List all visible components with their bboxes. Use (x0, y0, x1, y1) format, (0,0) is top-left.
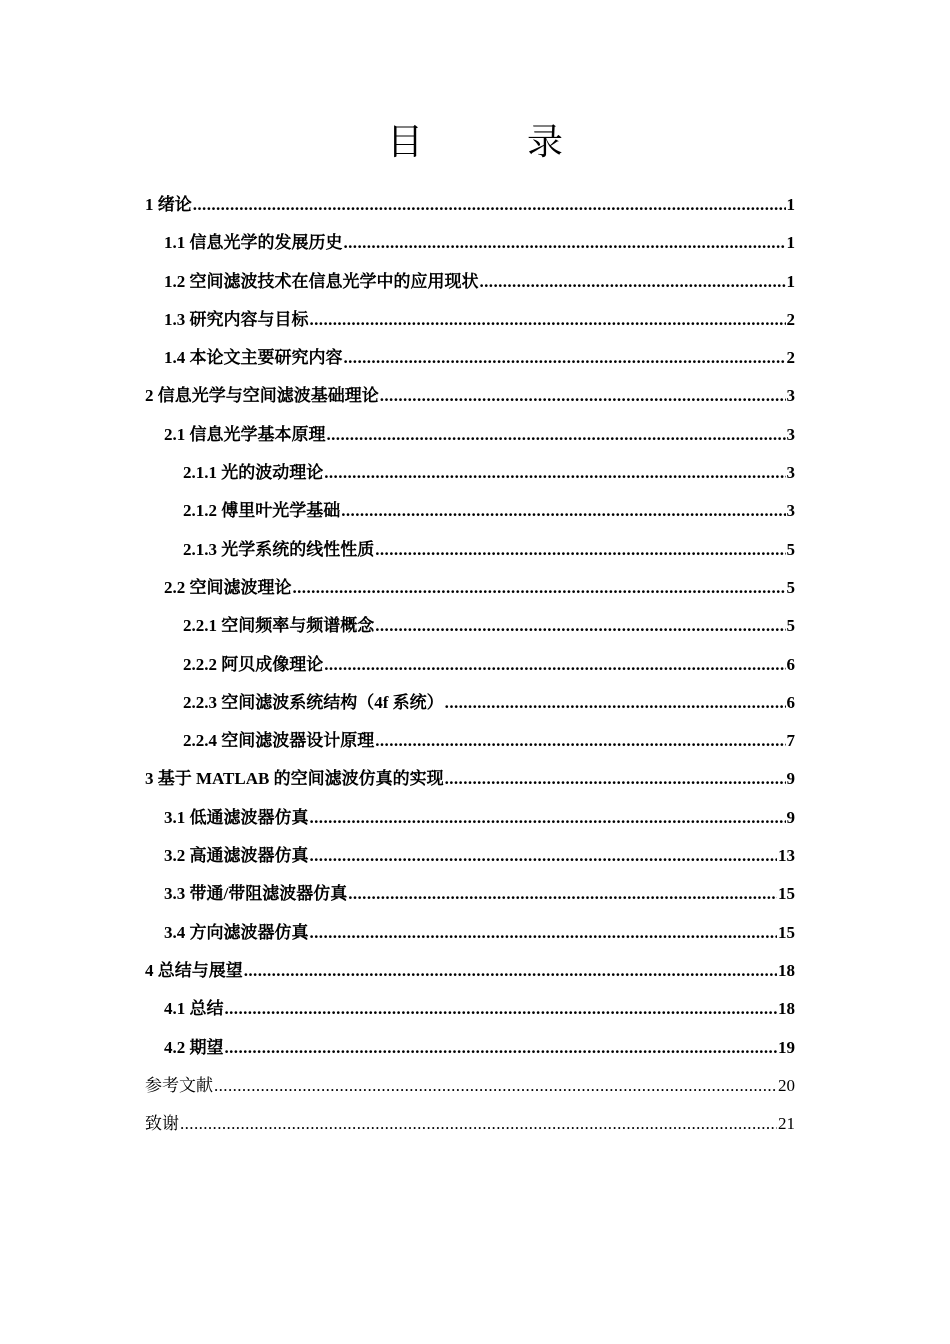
toc-entry[interactable] (145, 263, 795, 301)
dot-leader (344, 224, 786, 262)
toc-entry[interactable] (145, 646, 795, 684)
toc-entry-label: 3.1 低通滤波器仿真 (164, 807, 309, 827)
toc-entry-page: 1 (786, 233, 795, 253)
toc-entry-page: 19 (778, 1037, 795, 1057)
dot-leader (180, 1105, 777, 1143)
toc-entry[interactable] (145, 416, 795, 454)
dot-leader (225, 1029, 778, 1067)
toc-entry[interactable] (145, 454, 795, 492)
toc-entry-label: 1 绪论 (145, 195, 192, 214)
toc-entry[interactable] (145, 492, 795, 530)
toc-entry[interactable] (145, 301, 795, 339)
toc-entry-page: 6 (786, 692, 795, 712)
toc-entry-label: 参考文献 (145, 1075, 213, 1095)
dot-leader (310, 799, 786, 837)
toc-entry-label: 1.1 信息光学的发展历史 (164, 233, 343, 253)
dot-leader (348, 875, 777, 913)
toc-entry-page: 15 (778, 884, 795, 904)
toc-entry-label: 3.2 高通滤波器仿真 (164, 846, 309, 866)
toc-entry-page: 3 (786, 424, 795, 444)
dot-leader (375, 607, 785, 645)
toc-entry-page: 18 (778, 960, 795, 980)
toc-entry-label: 2.2.4 空间滤波器设计原理 (183, 731, 375, 751)
toc-entry-page: 21 (778, 1114, 795, 1134)
toc-entry[interactable] (145, 952, 795, 990)
toc-entry-label: 1.2 空间滤波技术在信息光学中的应用现状 (164, 271, 479, 291)
toc-entry-label: 3.3 带通/带阻滤波器仿真 (164, 884, 348, 904)
dot-leader (244, 952, 777, 990)
toc-entry-page: 18 (778, 999, 795, 1019)
toc-entry-page: 2 (786, 309, 795, 329)
toc-entry-page: 1 (786, 195, 795, 214)
dot-leader (445, 760, 786, 798)
table-of-contents (145, 186, 795, 1143)
toc-entry[interactable] (145, 1067, 795, 1105)
toc-entry-label: 3 基于 MATLAB 的空间滤波仿真的实现 (145, 769, 444, 789)
toc-entry[interactable] (145, 607, 795, 645)
toc-entry-label: 2.2 空间滤波理论 (164, 577, 292, 597)
toc-entry-label: 2.1.3 光学系统的线性性质 (183, 539, 375, 559)
toc-entry[interactable] (145, 722, 795, 760)
dot-leader (327, 416, 786, 454)
dot-leader (375, 722, 785, 760)
dot-leader (324, 454, 785, 492)
toc-entry-page: 7 (786, 731, 795, 751)
dot-leader (310, 914, 778, 952)
toc-entry-label: 2 信息光学与空间滤波基础理论 (145, 386, 379, 406)
toc-entry[interactable] (145, 1105, 795, 1143)
toc-entry-page: 5 (786, 577, 795, 597)
toc-entry-label: 2.2.3 空间滤波系统结构（4f 系统） (183, 692, 444, 712)
toc-entry-page: 1 (786, 271, 795, 291)
dot-leader (193, 186, 786, 224)
dot-leader (344, 339, 786, 377)
toc-entry[interactable] (145, 186, 795, 224)
dot-leader (380, 377, 786, 415)
dot-leader (375, 531, 785, 569)
toc-entry-label: 1.4 本论文主要研究内容 (164, 348, 343, 368)
toc-entry[interactable] (145, 799, 795, 837)
toc-entry-page: 3 (786, 463, 795, 483)
dot-leader (293, 569, 786, 607)
toc-entry-label: 2.1 信息光学基本原理 (164, 424, 326, 444)
toc-entry[interactable] (145, 569, 795, 607)
toc-entry-label: 3.4 方向滤波器仿真 (164, 922, 309, 942)
toc-entry[interactable] (145, 1029, 795, 1067)
toc-entry-page: 2 (786, 348, 795, 368)
dot-leader (480, 263, 786, 301)
toc-entry-label: 4.1 总结 (164, 999, 224, 1019)
toc-title: 目 录 (386, 122, 597, 162)
dot-leader (341, 492, 785, 530)
dot-leader (310, 837, 778, 875)
toc-entry-page: 6 (786, 654, 795, 674)
toc-entry[interactable] (145, 990, 795, 1028)
toc-entry-page: 5 (786, 539, 795, 559)
toc-entry-label: 2.2.2 阿贝成像理论 (183, 654, 324, 674)
toc-entry-page: 3 (786, 386, 795, 406)
toc-entry-page: 15 (778, 922, 795, 942)
toc-entry[interactable] (145, 224, 795, 262)
toc-entry[interactable] (145, 914, 795, 952)
dot-leader (225, 990, 778, 1028)
toc-entry-label: 2.2.1 空间频率与频谱概念 (183, 616, 375, 636)
toc-entry[interactable] (145, 684, 795, 722)
toc-entry[interactable] (145, 377, 795, 415)
toc-entry[interactable] (145, 875, 795, 913)
toc-entry-page: 5 (786, 616, 795, 636)
toc-entry-label: 4 总结与展望 (145, 960, 243, 980)
toc-entry-page: 9 (786, 769, 795, 789)
dot-leader (214, 1067, 777, 1105)
toc-entry-label: 致谢 (145, 1114, 179, 1134)
toc-entry[interactable] (145, 760, 795, 798)
toc-entry-label: 1.3 研究内容与目标 (164, 309, 309, 329)
toc-entry-page: 20 (778, 1075, 795, 1095)
toc-entry-page: 3 (786, 501, 795, 521)
dot-leader (310, 301, 786, 339)
toc-entry-page: 13 (778, 846, 795, 866)
toc-entry-label: 2.1.2 傅里叶光学基础 (183, 501, 341, 521)
toc-entry[interactable] (145, 339, 795, 377)
toc-entry-label: 2.1.1 光的波动理论 (183, 463, 324, 483)
toc-entry[interactable] (145, 837, 795, 875)
dot-leader (445, 684, 786, 722)
dot-leader (324, 646, 785, 684)
toc-entry-page: 9 (786, 807, 795, 827)
toc-entry-label: 4.2 期望 (164, 1037, 224, 1057)
toc-entry[interactable] (145, 531, 795, 569)
